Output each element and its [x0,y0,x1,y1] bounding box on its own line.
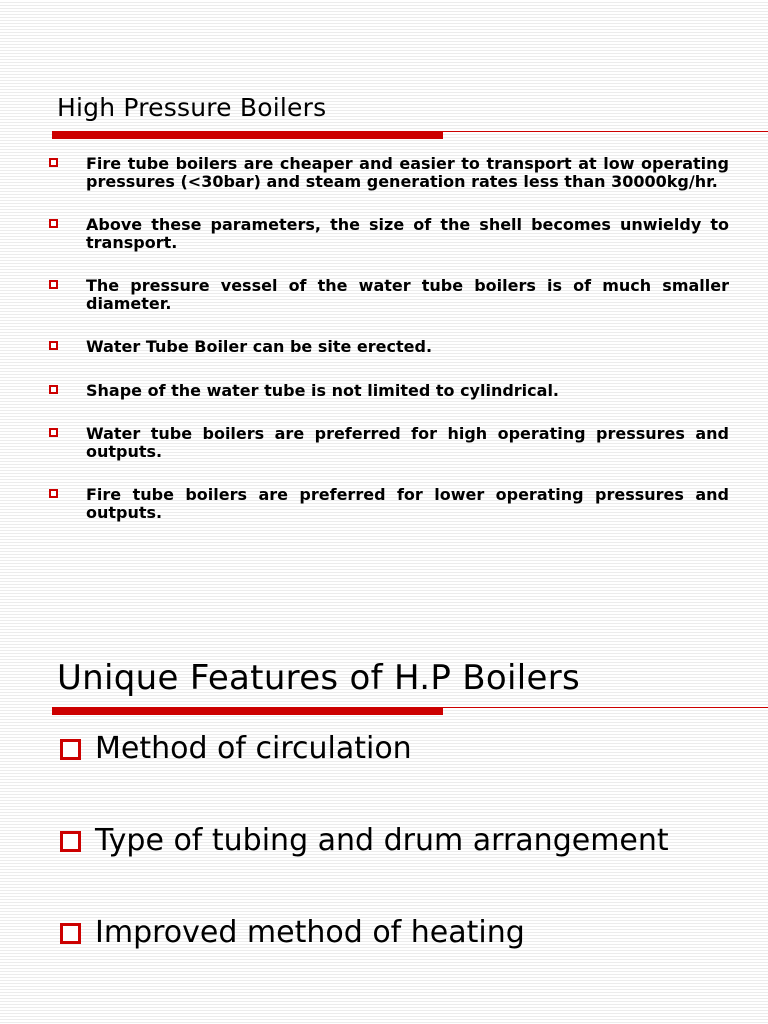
square-bullet-icon [49,385,58,394]
title-underline-thin [443,707,768,708]
title-underline-thick [52,707,443,715]
list-item [47,155,729,190]
list-item-text: Above these parameters, the size of the shell becomes unwieldy to transport. [86,215,729,252]
square-bullet-icon [60,923,81,944]
square-bullet-icon [49,219,58,228]
list-item-text: Method of circulation [95,731,412,766]
bullet-list [60,729,720,1005]
square-bullet-icon [49,158,58,167]
slide-unique-features [0,590,768,1024]
square-bullet-icon [49,489,58,498]
list-item [60,821,720,860]
square-bullet-icon [49,280,58,289]
title-underline-thin [443,131,768,132]
list-item [47,486,729,521]
list-item [47,382,729,400]
list-item [47,338,729,356]
list-item [47,216,729,251]
list-item-text: Shape of the water tube is not limited to cylindrical. [86,380,560,400]
list-item-text: Improved method of heating [95,915,525,950]
list-item [60,729,720,768]
list-item [60,913,720,952]
square-bullet-icon [60,739,81,760]
list-item-text: Fire tube boilers are cheaper and easier to transport at low operating pressures (<30bar) and steam generation rates less than 30000kg/hr. [86,154,729,191]
list-item-text: Fire tube boilers are preferred for lower operating pressures and outputs. [86,485,729,522]
square-bullet-icon [49,428,58,437]
list-item-text: The pressure vessel of the water tube boilers is of much smaller diameter. [86,276,729,313]
bullet-list [47,155,729,547]
list-item-text: Water tube boilers are preferred for high operating pressures and outputs. [86,424,729,461]
slide-title: High Pressure Boilers [57,93,327,122]
square-bullet-icon [60,831,81,852]
square-bullet-icon [49,341,58,350]
list-item-text: Water Tube Boiler can be site erected. [86,337,433,356]
list-item-text: Type of tubing and drum arrangement [95,823,669,858]
slide-title: Unique Features of H.P Boilers [57,658,581,698]
list-item [47,425,729,460]
title-underline-thick [52,131,443,139]
list-item [47,277,729,312]
